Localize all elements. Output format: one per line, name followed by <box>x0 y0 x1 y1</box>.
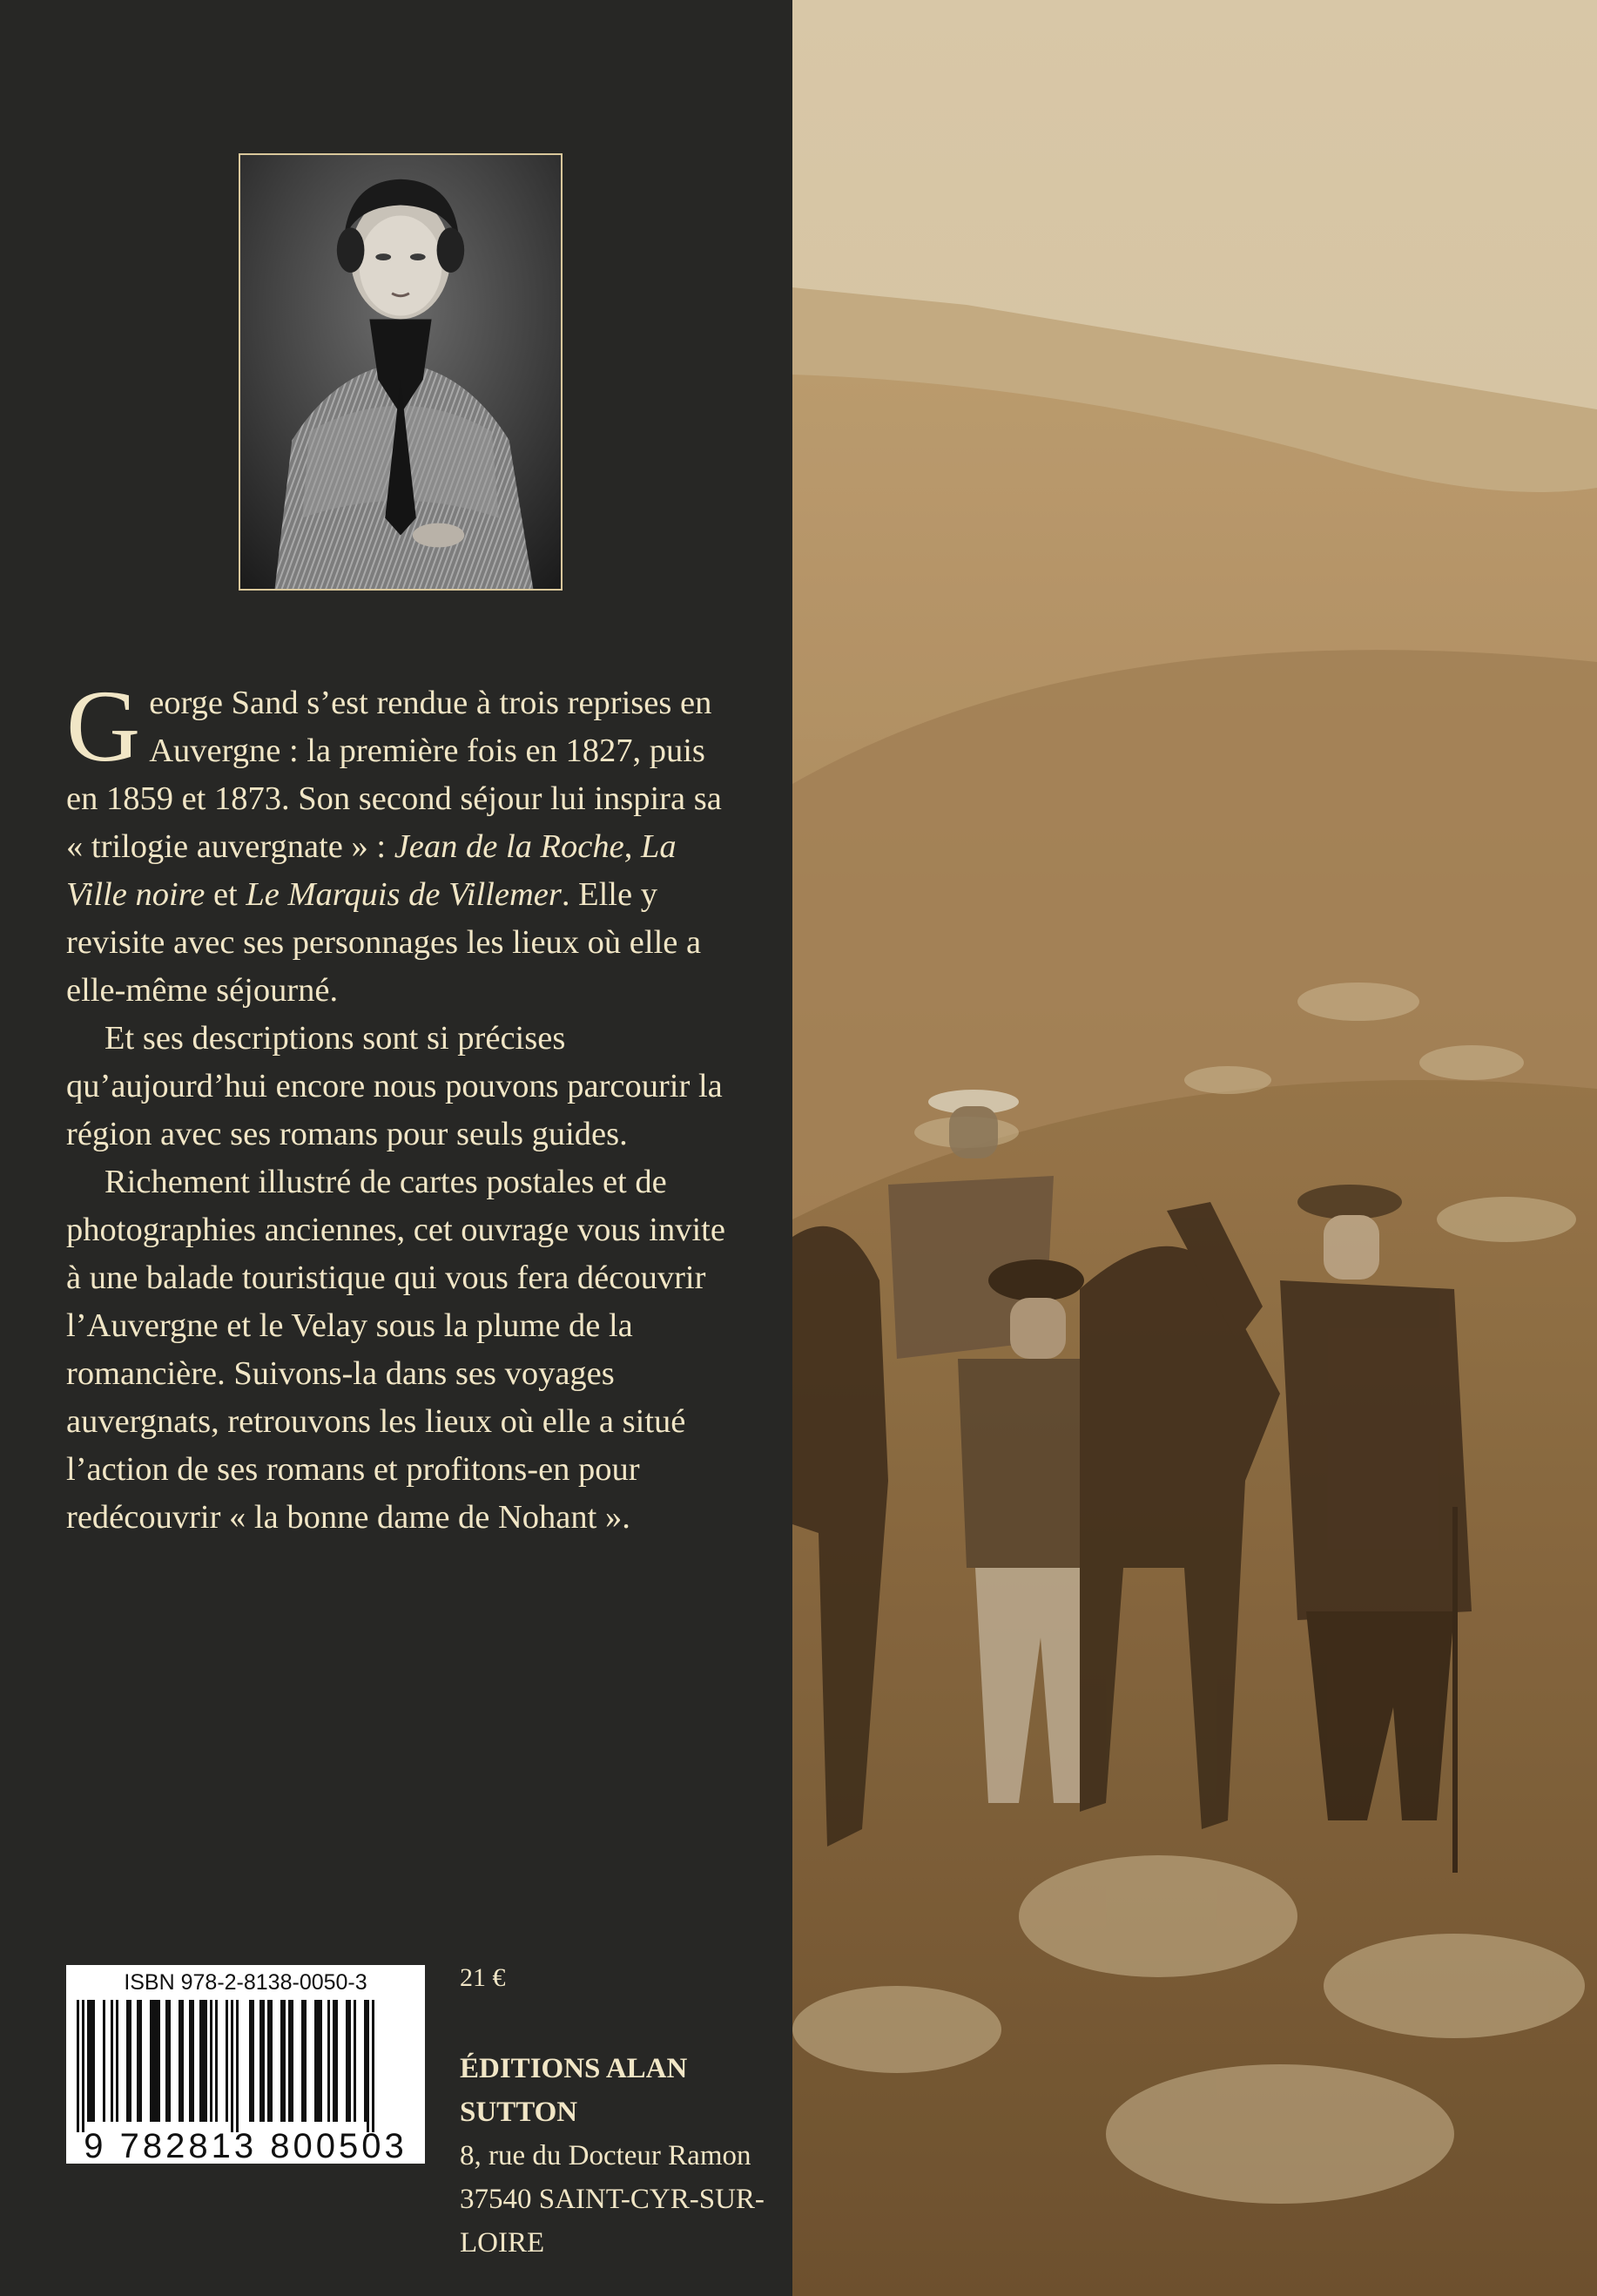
barcode-bar <box>103 2000 105 2122</box>
barcode-bar <box>236 2000 239 2132</box>
barcode-bar <box>280 2000 286 2122</box>
barcode-bar <box>267 2000 273 2122</box>
barcode-bar <box>231 2000 233 2132</box>
author-portrait <box>239 153 563 591</box>
sepia-landscape-photo <box>792 0 1597 2296</box>
barcode-bar <box>189 2000 194 2122</box>
barcode-bar <box>165 2000 171 2122</box>
novel-title-1: Jean de la Roche <box>394 828 624 865</box>
barcode-bar <box>372 2000 374 2132</box>
text-panel <box>0 0 792 2296</box>
price: 21 € <box>460 1963 506 1992</box>
barcode-bar <box>301 2000 307 2122</box>
publisher-name: ÉDITIONS ALAN SUTTON <box>460 2053 688 2128</box>
drop-cap: G <box>66 669 141 783</box>
barcode-bar <box>87 2000 95 2122</box>
separator: , <box>623 828 641 865</box>
barcode-digits: 9 782813 800503 <box>84 2127 408 2165</box>
barcode-bar <box>364 2000 367 2122</box>
separator: et <box>205 876 246 913</box>
barcode-bar <box>333 2000 338 2122</box>
barcode-bar <box>126 2000 131 2122</box>
paragraph-text: . Elle y revisite avec ses personnages les lieux où elle a elle-même séjourné. <box>66 876 702 1009</box>
barcode-bar <box>179 2000 184 2122</box>
barcode-bar <box>137 2000 142 2122</box>
portrait-image <box>240 155 561 589</box>
publisher-info <box>460 2047 773 2265</box>
barcode-bar <box>111 2000 113 2122</box>
barcode-bar <box>199 2000 207 2122</box>
barcode-bar <box>82 2000 84 2132</box>
barcode-bar <box>150 2000 160 2122</box>
novel-title-2: La Ville noire <box>66 828 677 913</box>
description-paragraph-2: Et ses descriptions sont si précises qu’aujourd’hui encore nous pouvons parcourir la région avec ses romans pour seuls guides. <box>66 1020 723 1152</box>
barcode-bar <box>367 2000 369 2132</box>
barcode-bar <box>288 2000 293 2122</box>
book-description <box>66 669 728 1542</box>
barcode-bar <box>116 2000 118 2122</box>
barcode-bar <box>210 2000 212 2122</box>
barcode-bar <box>215 2000 218 2122</box>
barcode-bars <box>71 2000 420 2132</box>
publisher-street: 8, rue du Docteur Ramon <box>460 2140 751 2171</box>
publisher-city: 37540 SAINT-CYR-SUR-LOIRE <box>460 2184 765 2259</box>
isbn-barcode <box>66 1965 425 2164</box>
isbn-label: ISBN 978-2-8138-0050-3 <box>124 1970 367 1995</box>
barcode-bar <box>226 2000 228 2122</box>
paragraph-text: eorge Sand s’est rendue à trois reprises en Auvergne : la première fois en 1827, puis en 1859 et 1873. Son second séjour lui inspira sa « trilogie auvergnate » : <box>66 685 722 865</box>
barcode-bar <box>327 2000 330 2122</box>
barcode-bar <box>346 2000 351 2122</box>
novel-title-3: Le Marquis de Villemer <box>246 876 562 913</box>
barcode-bar <box>77 2000 79 2132</box>
description-paragraph-3: Richement illustré de cartes postales et de photographies anciennes, cet ouvrage vous invite à une balade touristique qui vous fera découvrir l’Auvergne et le Velay sous la plume de la romancière. Suivons-la dans ses voyages auvergnats, retrouvons les lieux où elle a situé l’action de ses romans et profitons-en pour redécouvrir « la bonne dame de Nohant ». <box>66 1164 725 1536</box>
cover-photo <box>792 0 1597 2296</box>
barcode-bar <box>354 2000 356 2122</box>
barcode-bar <box>314 2000 322 2122</box>
barcode-bar <box>249 2000 254 2122</box>
description-paragraph-1 <box>66 669 728 1015</box>
barcode-bar <box>259 2000 265 2122</box>
